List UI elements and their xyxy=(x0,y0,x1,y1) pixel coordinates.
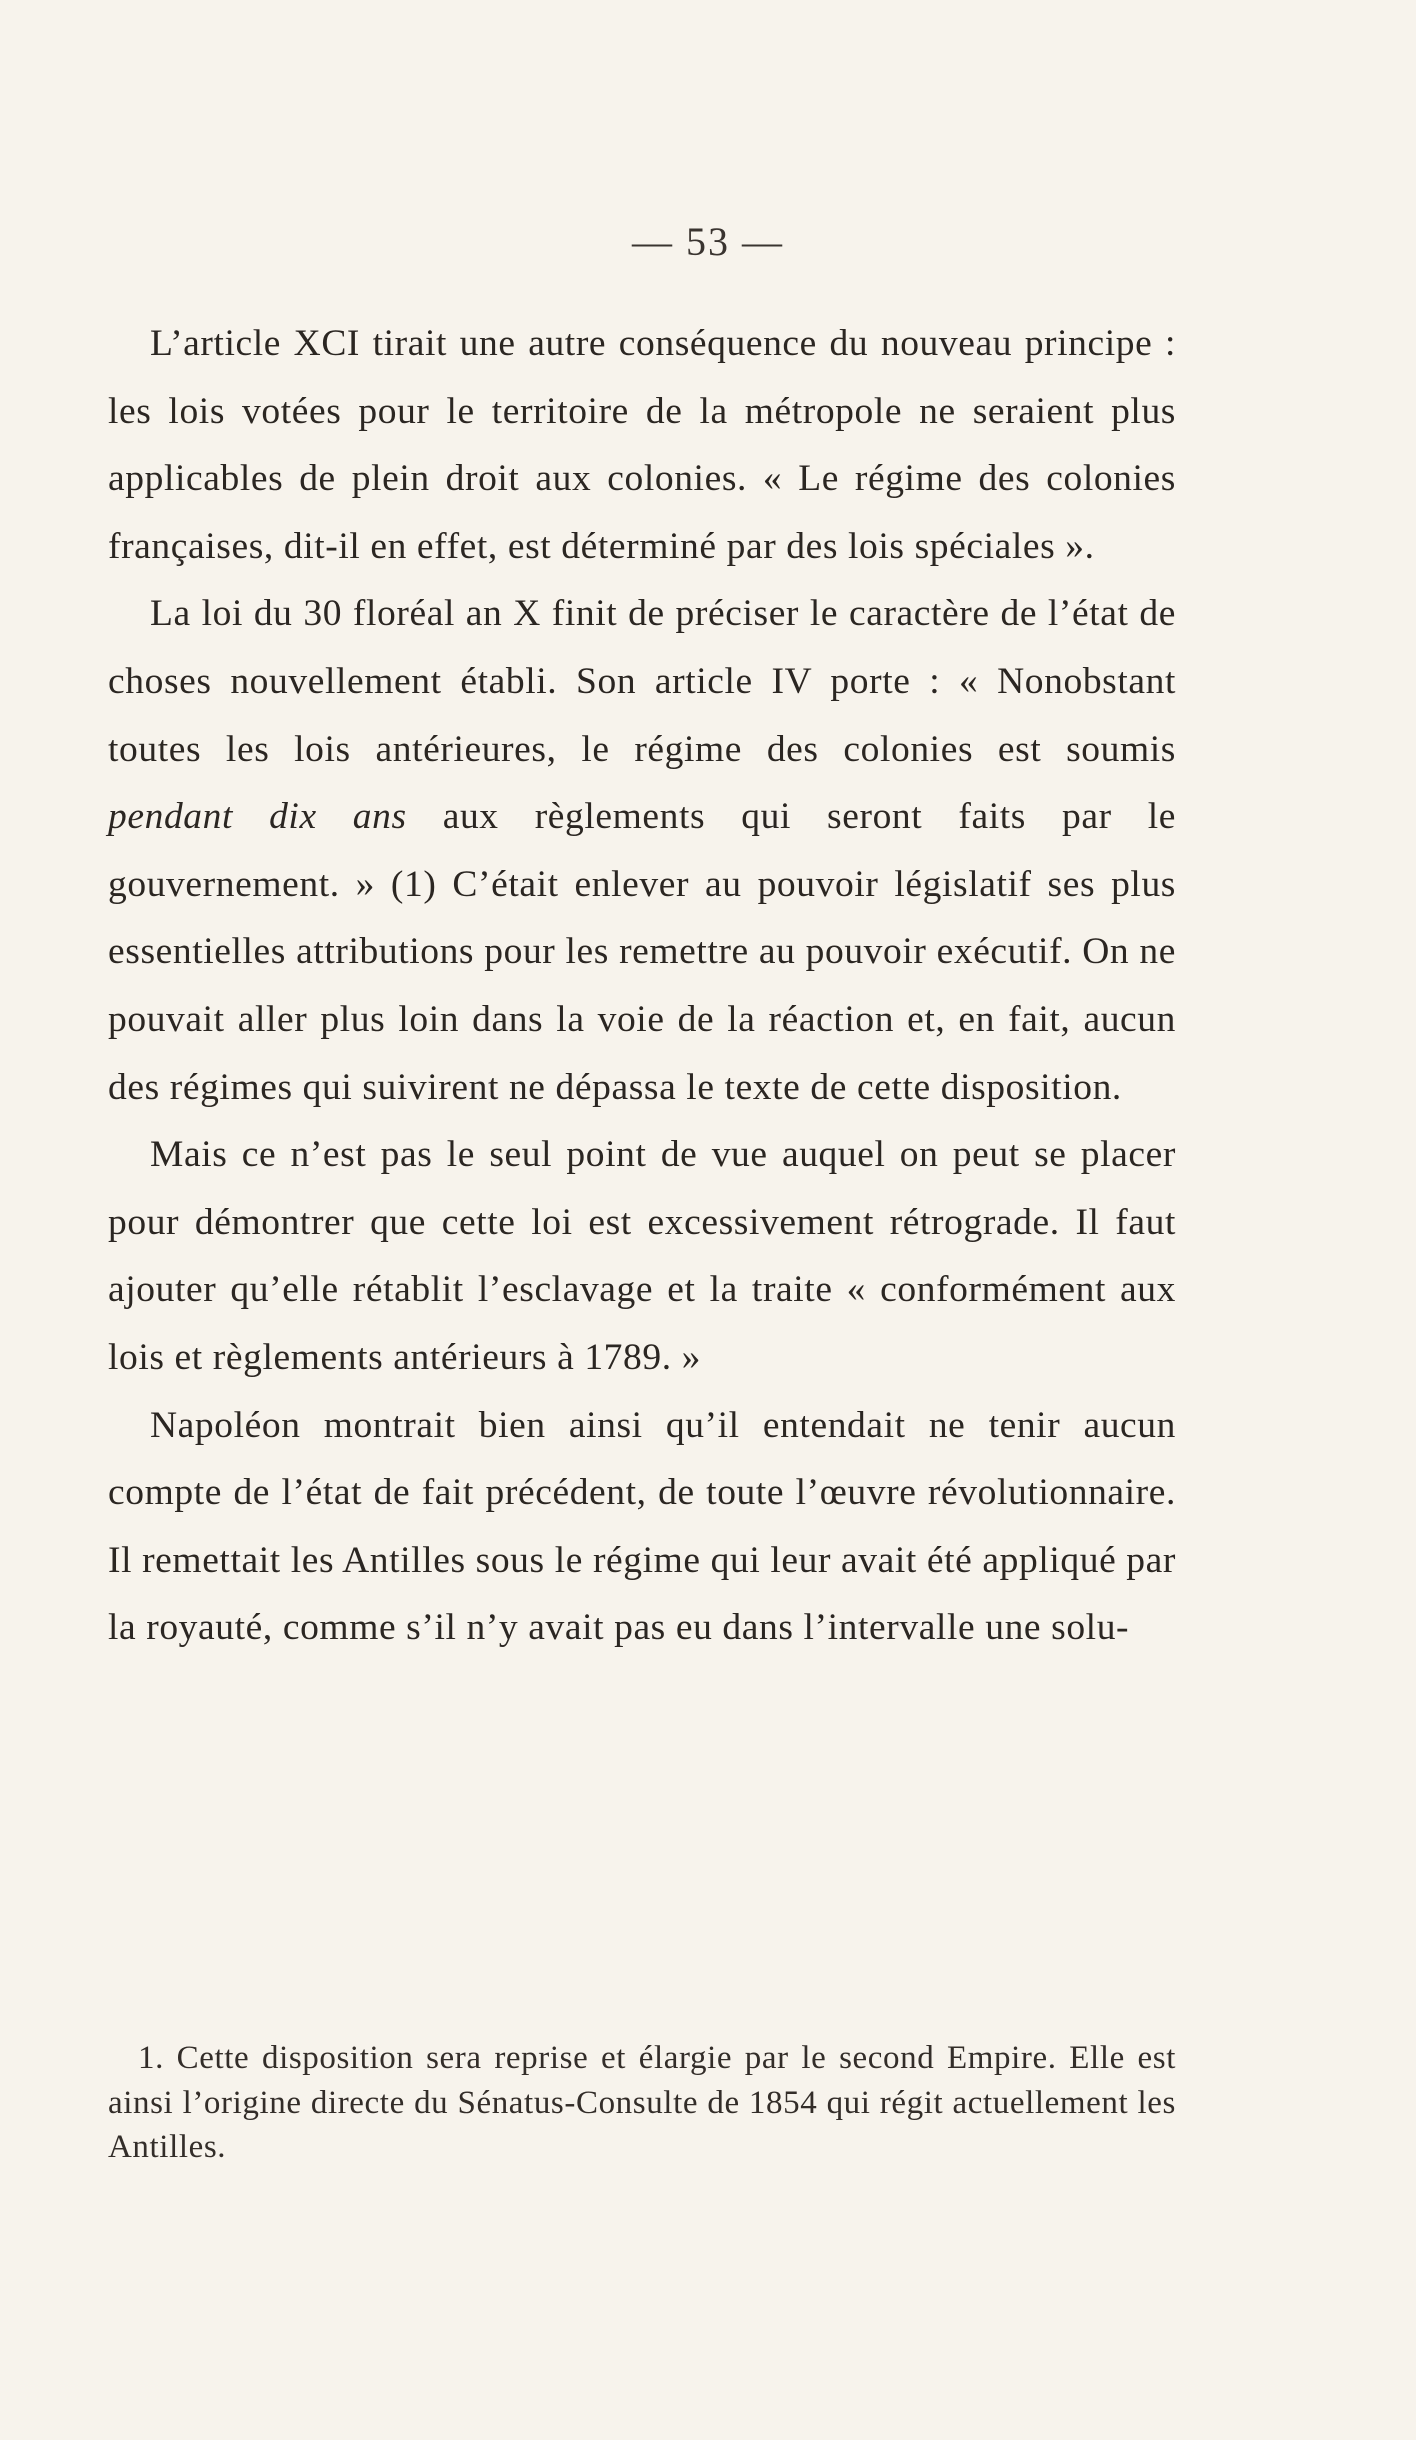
paragraph-3: Mais ce n’est pas le seul point de vue auquel on peut se placer pour démontrer que cette loi est excessivement rétrograde. Il faut ajouter qu’elle rétablit l’esclavage et la traite « conformément aux lois et règlements antérieurs à 1789. » xyxy=(108,1134,1176,1378)
paragraph-2 xyxy=(108,580,1176,1121)
italic-emphasis: pendant dix ans xyxy=(108,796,407,838)
paragraph-2-continuation: aux règlements qui seront faits par le gouvernement. » (1) C’était enlever au pouvoir législatif ses plus essentielles attributions pour les remettre au pouvoir exécutif. On ne pouvait aller plus loin dans la voie de la réaction et, en fait, aucun des régimes qui suivirent ne dépassa le texte de cette disposition. xyxy=(108,796,1176,1108)
page-number: — 53 — xyxy=(632,219,784,264)
paragraph-2-text: La loi du 30 floréal an X finit de préciser le caractère de l’état de choses nouvellement établi. Son article IV porte : « Nonobstant toutes les lois antérieures, le régime des colonies est soumis xyxy=(108,593,1176,770)
footnotes xyxy=(108,2036,1176,2170)
paragraph-4: Napoléon montrait bien ainsi qu’il entendait ne tenir aucun compte de l’état de fait précédent, de toute l’œuvre révolutionnaire. Il remettait les Antilles sous le régime qui leur avait été appliqué par la royauté, comme s’il n’y avait pas eu dans l’intervalle une solu- xyxy=(108,1404,1176,1649)
footnote-1: 1. Cette disposition sera reprise et élargie par le second Empire. Elle est ainsi l’origine directe du Sénatus-Consulte de 1854 qui régit actuellement les Antilles. xyxy=(108,2040,1176,2165)
body-text xyxy=(108,310,1176,1662)
paragraph-1: L’article XCI tirait une autre conséquence du nouveau principe : les lois votées pour le territoire de la métropole ne seraient plus applicables de plein droit aux colonies. « Le régime des colonies françaises, dit-il en effet, est déterminé par des lois spéciales ». xyxy=(108,323,1176,567)
